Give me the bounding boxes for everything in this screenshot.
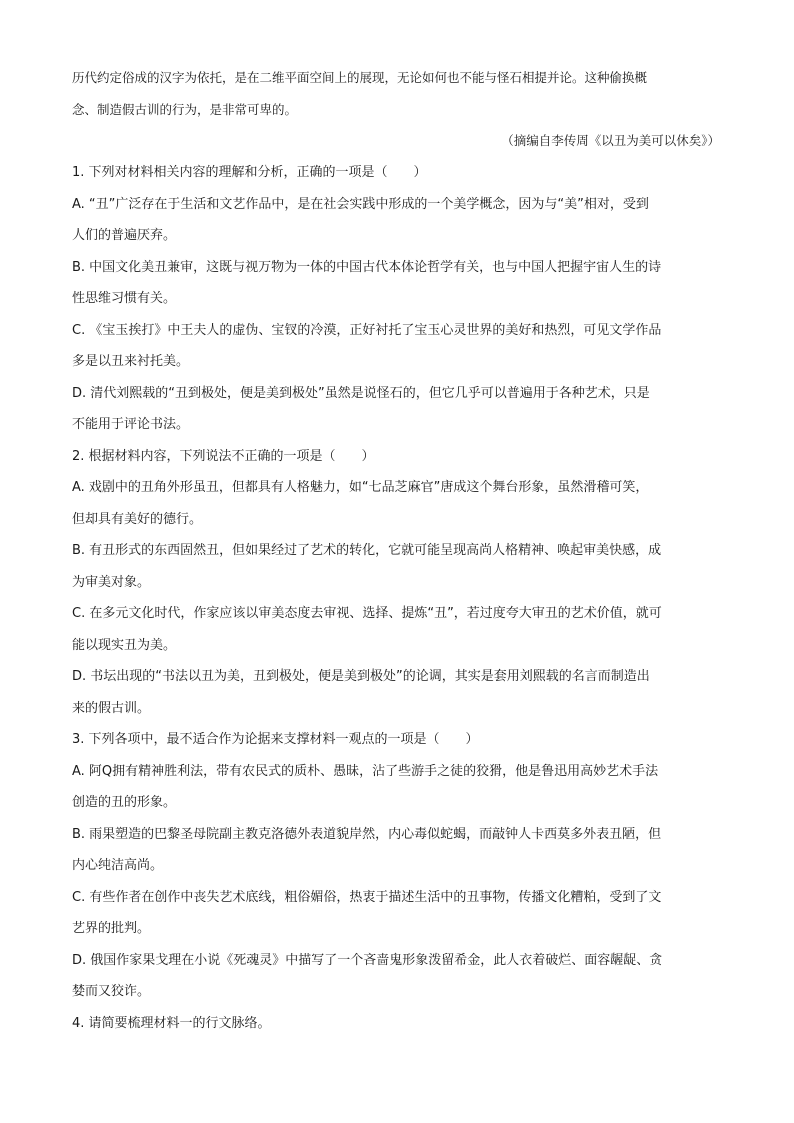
question-stem: 2. 根据材料内容，下列说法不正确的一项是（ ）	[72, 448, 375, 464]
option-line: 但却具有美好的德行。	[72, 511, 203, 527]
source-citation: （摘编自李传周《以丑为美可以休矣》）	[501, 133, 720, 148]
option-b	[72, 819, 724, 882]
question-stem: 4. 请简要梳理材料一的行文脉络。	[72, 1015, 271, 1031]
option-c	[72, 882, 724, 945]
option-line: C. 《宝玉挨打》中王夫人的虚伪、宝钗的冷漠，正好衬托了宝玉心灵世界的美好和热烈，可见文学作品	[72, 322, 662, 338]
option-line: 来的假古训。	[72, 700, 151, 716]
option-a	[72, 189, 724, 252]
intro-line-1: 历代约定俗成的汉字为依托，是在二维平面空间上的展现，无论如何也不能与怪石相提并论。这种偷换概	[72, 70, 648, 85]
option-line: B. 雨果塑造的巴黎圣母院副主教克洛德外表道貌岸然，内心毒似蛇蝎，而敲钟人卡西莫多外表丑陋，但	[72, 826, 662, 842]
question-3	[72, 724, 724, 1008]
option-line: C. 有些作者在创作中丧失艺术底线，粗俗媚俗，热衷于描述生活中的丑事物，传播文化糟粕，受到了文	[72, 889, 662, 905]
option-line: A. 戏剧中的丑角外形虽丑，但都具有人格魅力，如“七品芝麻官”唐成这个舞台形象，虽然滑稽可笑，	[72, 480, 649, 495]
option-c	[72, 315, 724, 378]
question-1	[72, 157, 724, 441]
option-line: B. 有丑形式的东西固然丑，但如果经过了艺术的转化，它就可能呈现高尚人格精神、唤起审美快感，成	[72, 543, 662, 558]
option-line: D. 清代刘熙载的“丑到极处，便是美到极处”虽然是说怪石的，但它几乎可以普遍用于各种艺术，只是	[72, 385, 650, 401]
option-line: 创造的丑的形象。	[72, 795, 177, 810]
question-4	[72, 1008, 724, 1040]
option-line: A. 阿Q拥有精神胜利法，带有农民式的质朴、愚昧，沾了些游手之徒的狡猾，他是鲁迅用高妙艺术手法	[72, 763, 659, 779]
option-a	[72, 756, 724, 819]
option-line: 内心纯洁高尚。	[72, 858, 164, 873]
option-d	[72, 378, 724, 441]
option-line: 能以现实丑为美。	[72, 637, 177, 653]
option-line: 为审美对象。	[72, 574, 151, 590]
question-stem: 1. 下列对材料相关内容的理解和分析，正确的一项是（ ）	[72, 165, 427, 180]
option-c	[72, 598, 724, 661]
intro-line-2: 念、制造假古训的行为，是非常可卑的。	[72, 101, 298, 117]
option-line: 艺界的批判。	[72, 921, 151, 936]
option-line: 人们的普遍厌弃。	[72, 228, 177, 243]
option-line: A. “丑”广泛存在于生活和文艺作品中，是在社会实践中形成的一个美学概念，因为与“美”相对，受到	[72, 196, 649, 212]
option-line: C. 在多元文化时代，作家应该以审美态度去审视、选择、提炼“丑”，若过度夸大审丑的艺术价值，就可	[72, 606, 662, 621]
option-line: 不能用于评论书法。	[72, 417, 190, 432]
option-line: D. 俄国作家果戈理在小说《死魂灵》中描写了一个吝啬鬼形象泼留希金，此人衣着破烂、面容龌龊、贪	[72, 952, 663, 968]
option-a	[72, 472, 724, 535]
option-d	[72, 661, 724, 724]
option-line: D. 书坛出现的“书法以丑为美，丑到极处，便是美到极处”的论调，其实是套用刘熙载的名言而制造出	[72, 669, 650, 684]
intro-passage	[72, 62, 724, 157]
option-b	[72, 252, 724, 315]
option-d	[72, 945, 724, 1008]
option-line: 婪而又狡诈。	[72, 984, 151, 999]
option-line: 多是以丑来衬托美。	[72, 354, 190, 369]
question-stem: 3. 下列各项中，最不适合作为论据来支撑材料一观点的一项是（ ）	[72, 732, 479, 747]
question-2	[72, 441, 724, 725]
option-line: B. 中国文化美丑兼审，这既与视万物为一体的中国古代本体论哲学有关，也与中国人把握宇宙人生的诗	[72, 259, 662, 275]
question-list	[72, 157, 724, 1039]
option-b	[72, 535, 724, 598]
option-line: 性思维习惯有关。	[72, 291, 177, 306]
